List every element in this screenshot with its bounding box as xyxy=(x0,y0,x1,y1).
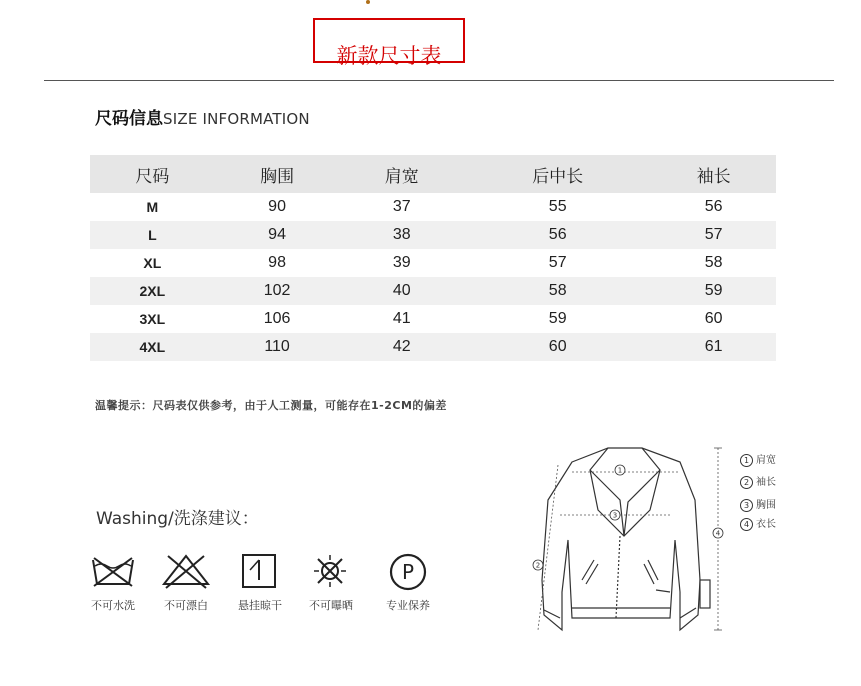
svg-text:P: P xyxy=(401,560,415,584)
professional-care-icon xyxy=(387,552,429,592)
col-header-chest: 胸围 xyxy=(215,155,340,193)
cell-back-length: 58 xyxy=(464,277,651,305)
jacket-diagram xyxy=(520,440,730,640)
legend-label: 衣长 xyxy=(756,519,776,530)
legend-number: 3 xyxy=(740,499,753,512)
measurement-tip: 温馨提示：尺码表仅供参考，由于人工测量，可能存在1-2CM的偏差 xyxy=(95,399,447,412)
legend-label: 胸围 xyxy=(756,500,776,511)
cell-size: 3XL xyxy=(139,311,166,327)
no-bleach-icon xyxy=(160,552,212,590)
table-row xyxy=(90,193,776,221)
cell-sleeve: 58 xyxy=(704,254,723,271)
care-label-hang-dry: 悬挂晾干 xyxy=(238,599,282,612)
cell-chest: 110 xyxy=(215,333,340,361)
legend-label: 肩宽 xyxy=(756,455,776,466)
cell-chest: 98 xyxy=(268,254,286,271)
cell-shoulder: 41 xyxy=(392,310,411,327)
cell-back-length: 57 xyxy=(548,254,567,271)
cell-size: 2XL xyxy=(90,277,215,305)
legend-number: 2 xyxy=(740,476,753,489)
page-title: 新款尺寸表 xyxy=(336,44,442,68)
legend-item xyxy=(740,473,776,489)
cell-back-length: 59 xyxy=(548,310,567,327)
cell-sleeve: 59 xyxy=(651,277,776,305)
table-header-row xyxy=(90,155,776,193)
legend-item xyxy=(740,451,776,467)
care-label-no-bleach: 不可漂白 xyxy=(164,599,208,612)
marker-3: 3 xyxy=(612,511,618,520)
legend-item xyxy=(740,496,776,512)
cell-chest: 90 xyxy=(268,198,286,215)
cell-back-length: 55 xyxy=(548,198,567,215)
table-row xyxy=(90,221,776,249)
cell-shoulder: 39 xyxy=(392,254,411,271)
cell-shoulder: 40 xyxy=(339,277,464,305)
cell-size: XL xyxy=(143,255,162,271)
col-header-back-length: 后中长 xyxy=(464,155,651,193)
cell-chest: 106 xyxy=(263,310,291,327)
legend-number: 1 xyxy=(740,454,753,467)
size-heading-en: SIZE INFORMATION xyxy=(163,110,310,128)
cell-size: M xyxy=(146,199,159,215)
cell-back-length: 60 xyxy=(464,333,651,361)
legend-item xyxy=(740,515,776,531)
marker-1: 1 xyxy=(617,466,623,475)
size-heading xyxy=(95,104,310,129)
care-label-no-sun-dry: 不可曝晒 xyxy=(309,599,353,612)
cell-sleeve: 60 xyxy=(704,310,723,327)
marker-2: 2 xyxy=(535,561,541,570)
care-label-no-wash: 不可水洗 xyxy=(91,599,135,612)
table-row xyxy=(90,333,776,361)
decor-dot xyxy=(366,0,370,4)
col-header-sleeve: 袖长 xyxy=(651,155,776,193)
cell-shoulder: 42 xyxy=(339,333,464,361)
marker-4: 4 xyxy=(715,529,721,538)
col-header-shoulder: 肩宽 xyxy=(339,155,464,193)
size-heading-zh: 尺码信息 xyxy=(95,109,163,129)
divider xyxy=(44,80,834,81)
table-row xyxy=(90,277,776,305)
cell-shoulder: 38 xyxy=(339,221,464,249)
cell-sleeve: 57 xyxy=(651,221,776,249)
cell-shoulder: 37 xyxy=(392,198,411,215)
legend-label: 袖长 xyxy=(756,477,776,488)
table-row xyxy=(90,305,776,333)
hang-dry-icon xyxy=(240,552,280,590)
care-label-professional-care: 专业保养 xyxy=(386,599,430,612)
col-header-size: 尺码 xyxy=(90,155,215,193)
cell-back-length: 56 xyxy=(464,221,651,249)
washing-title: Washing/洗涤建议： xyxy=(96,509,259,529)
cell-sleeve: 56 xyxy=(704,198,723,215)
cell-size: 4XL xyxy=(90,333,215,361)
cell-chest: 102 xyxy=(215,277,340,305)
cell-chest: 94 xyxy=(215,221,340,249)
cell-sleeve: 61 xyxy=(651,333,776,361)
no-wash-icon xyxy=(88,552,138,590)
cell-size: L xyxy=(90,221,215,249)
size-table xyxy=(90,155,776,361)
table-row xyxy=(90,249,776,277)
legend-number: 4 xyxy=(740,518,753,531)
no-sun-dry-icon xyxy=(310,552,350,590)
